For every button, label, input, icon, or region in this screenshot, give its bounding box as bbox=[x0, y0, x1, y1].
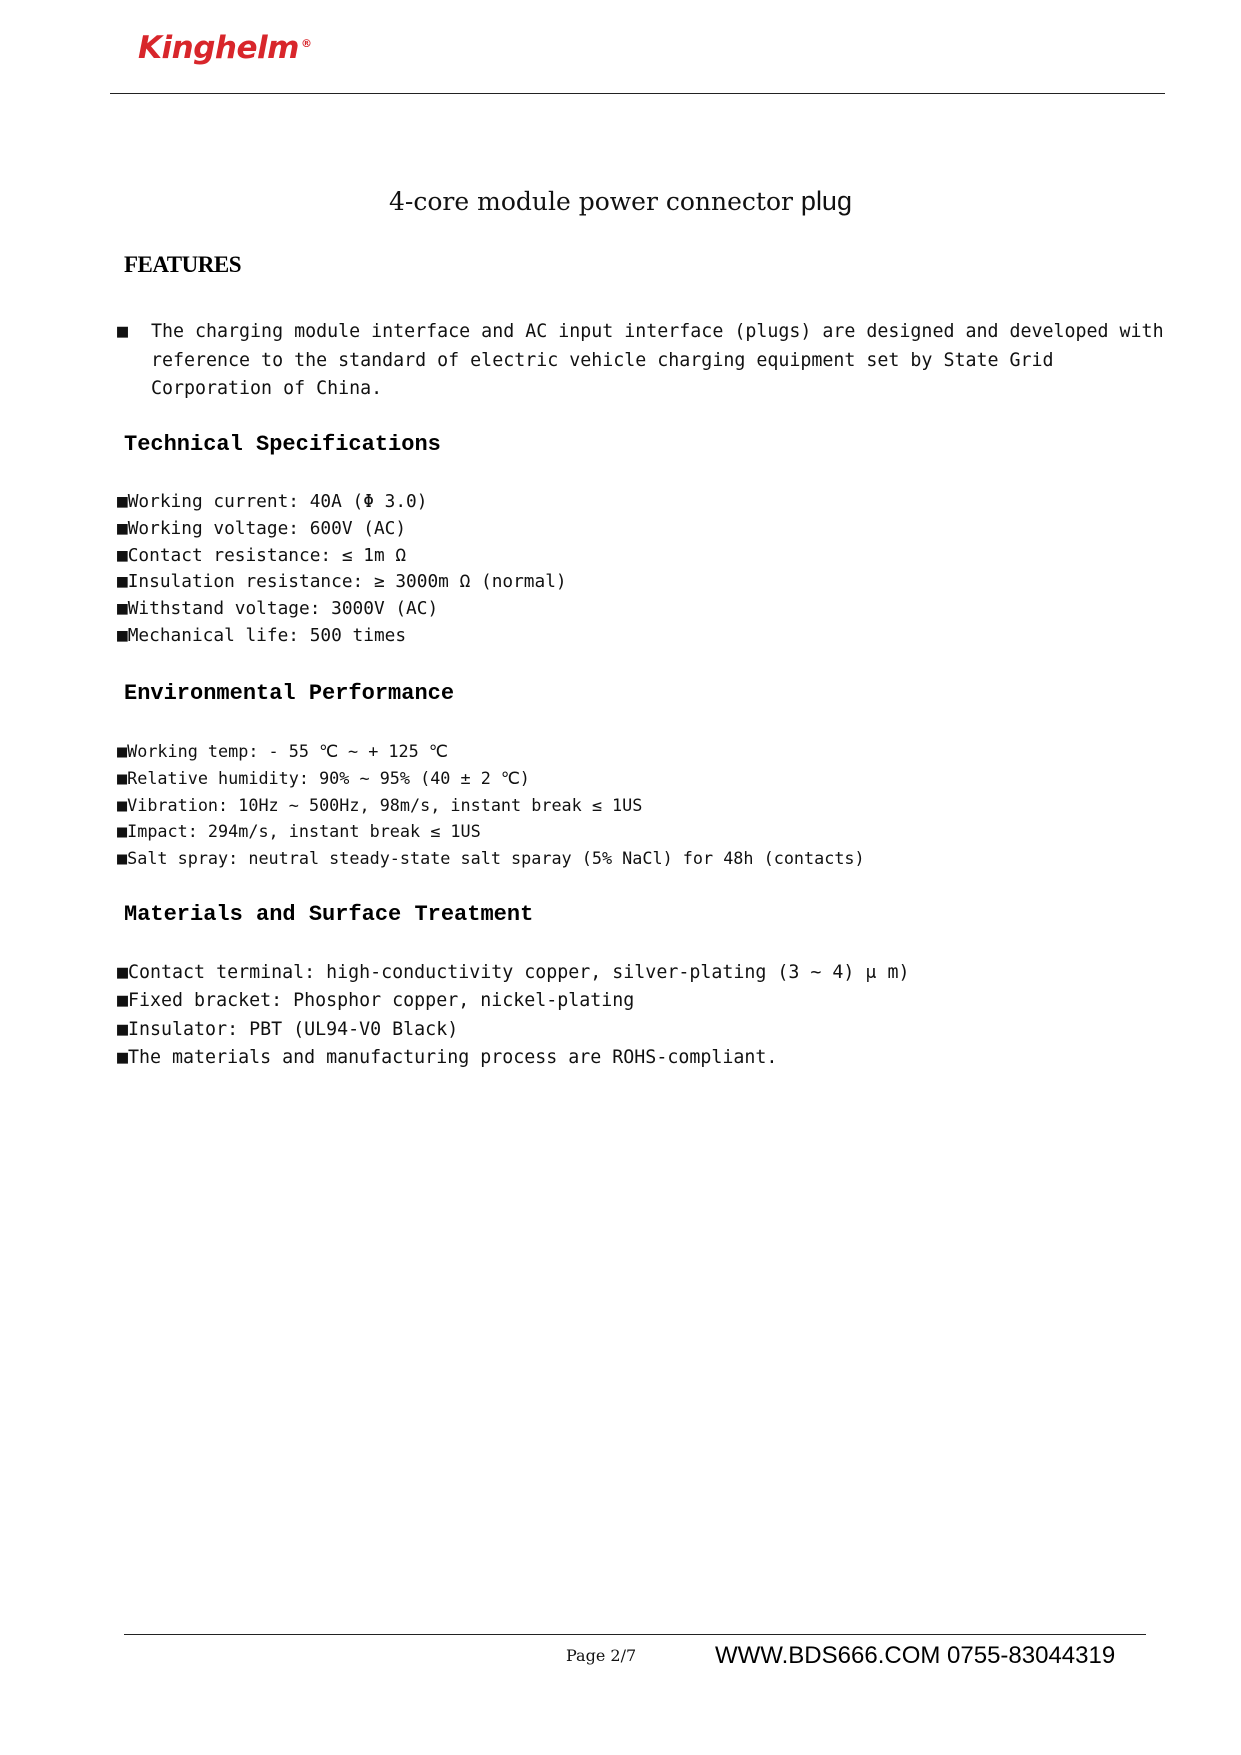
bullet-square-icon: ■ bbox=[117, 624, 128, 646]
list-item bbox=[117, 1016, 909, 1044]
list-item-text: Withstand voltage: 3000V (AC) bbox=[127, 598, 439, 620]
registered-mark: ® bbox=[300, 36, 312, 50]
list-item-text: Working voltage: 600V (AC) bbox=[127, 517, 407, 539]
list-item-text: Contact resistance: ≤ 1m Ω bbox=[127, 544, 407, 566]
bullet-square-icon: ■ bbox=[117, 544, 128, 566]
list-item-text: Insulator: PBT (UL94-V0 Black) bbox=[128, 1018, 459, 1040]
list-item-text: Working current: 40A (Φ 3.0) bbox=[127, 491, 428, 512]
bullet-square-icon: ■ bbox=[117, 571, 128, 593]
list-item-text: Mechanical life: 500 times bbox=[127, 624, 407, 646]
features-paragraph bbox=[117, 318, 1181, 404]
header-divider bbox=[110, 93, 1165, 94]
list-item-text: Working temp: - 55 ℃ ~ + 125 ℃ bbox=[127, 741, 448, 761]
bullet-square-icon: ■ bbox=[117, 491, 128, 512]
footer-divider bbox=[124, 1634, 1146, 1635]
logo-text: Kinghelm bbox=[138, 30, 299, 66]
bullet-square-icon: ■ bbox=[117, 821, 128, 842]
title-tail: plug bbox=[800, 186, 852, 216]
bullet-square-icon: ■ bbox=[117, 1046, 129, 1068]
bullet-square-icon: ■ bbox=[117, 962, 129, 983]
bullet-square-icon: ■ bbox=[117, 794, 128, 815]
list-item-text: Salt spray: neutral steady-state salt sparay (5% NaCl) for 48h (contacts) bbox=[127, 848, 865, 869]
document-title bbox=[0, 186, 1241, 217]
title-main: 4-core module power connector bbox=[389, 187, 793, 216]
bullet-square-icon: ■ bbox=[117, 848, 128, 869]
list-item bbox=[117, 516, 567, 543]
list-item bbox=[117, 569, 567, 596]
list-item-text: Insulation resistance: ≥ 3000m Ω (normal) bbox=[127, 571, 567, 593]
list-item bbox=[117, 765, 865, 792]
list-item-text: Impact: 294m/s, instant break ≤ 1US bbox=[127, 821, 481, 842]
list-item-text: Contact terminal: high-conductivity copper, silver-plating (3 ~ 4) μ m) bbox=[128, 962, 910, 983]
bullet-square-icon: ■ bbox=[117, 517, 128, 539]
tech-specs-list bbox=[117, 489, 567, 650]
environmental-list bbox=[117, 738, 865, 872]
bullet-square-icon: ■ bbox=[117, 741, 128, 761]
bullet-square-icon: ■ bbox=[117, 598, 128, 620]
list-item-text: The materials and manufacturing process are ROHS-compliant. bbox=[128, 1046, 778, 1068]
tech-specs-heading: Technical Specifications bbox=[124, 432, 441, 457]
environmental-heading: Environmental Performance bbox=[124, 681, 455, 706]
bullet-square-icon: ■ bbox=[117, 767, 128, 788]
list-item-text: Fixed bracket: Phosphor copper, nickel-plating bbox=[128, 990, 635, 1012]
list-item bbox=[117, 1044, 909, 1072]
list-item-text: Vibration: 10Hz ~ 500Hz, 98m/s, instant break ≤ 1US bbox=[127, 794, 643, 815]
list-item bbox=[117, 596, 567, 623]
features-text: The charging module interface and AC input interface (plugs) are designed and developed with reference to the standard of electric vehicle charging equipment set by State Grid Corporation of China. bbox=[151, 321, 1164, 399]
list-item bbox=[117, 987, 909, 1015]
features-heading: FEATURES bbox=[124, 252, 241, 277]
footer-contact: WWW.BDS666.COM 0755-83044319 bbox=[715, 1642, 1116, 1669]
list-item-text: Relative humidity: 90% ~ 95% (40 ± 2 ℃) bbox=[127, 767, 530, 788]
list-item bbox=[117, 818, 865, 845]
list-item bbox=[117, 792, 865, 819]
list-item bbox=[117, 623, 567, 650]
list-item bbox=[117, 738, 865, 765]
bullet-square-icon: ■ bbox=[117, 321, 129, 342]
list-item bbox=[117, 489, 567, 516]
bullet-square-icon: ■ bbox=[117, 1018, 129, 1040]
list-item bbox=[117, 845, 865, 872]
materials-list bbox=[117, 959, 909, 1072]
list-item bbox=[117, 959, 909, 987]
list-item bbox=[117, 543, 567, 570]
materials-heading: Materials and Surface Treatment bbox=[124, 902, 534, 927]
bullet-square-icon: ■ bbox=[117, 990, 129, 1012]
page-number: Page 2/7 bbox=[566, 1646, 637, 1665]
kinghelm-logo bbox=[138, 30, 311, 66]
